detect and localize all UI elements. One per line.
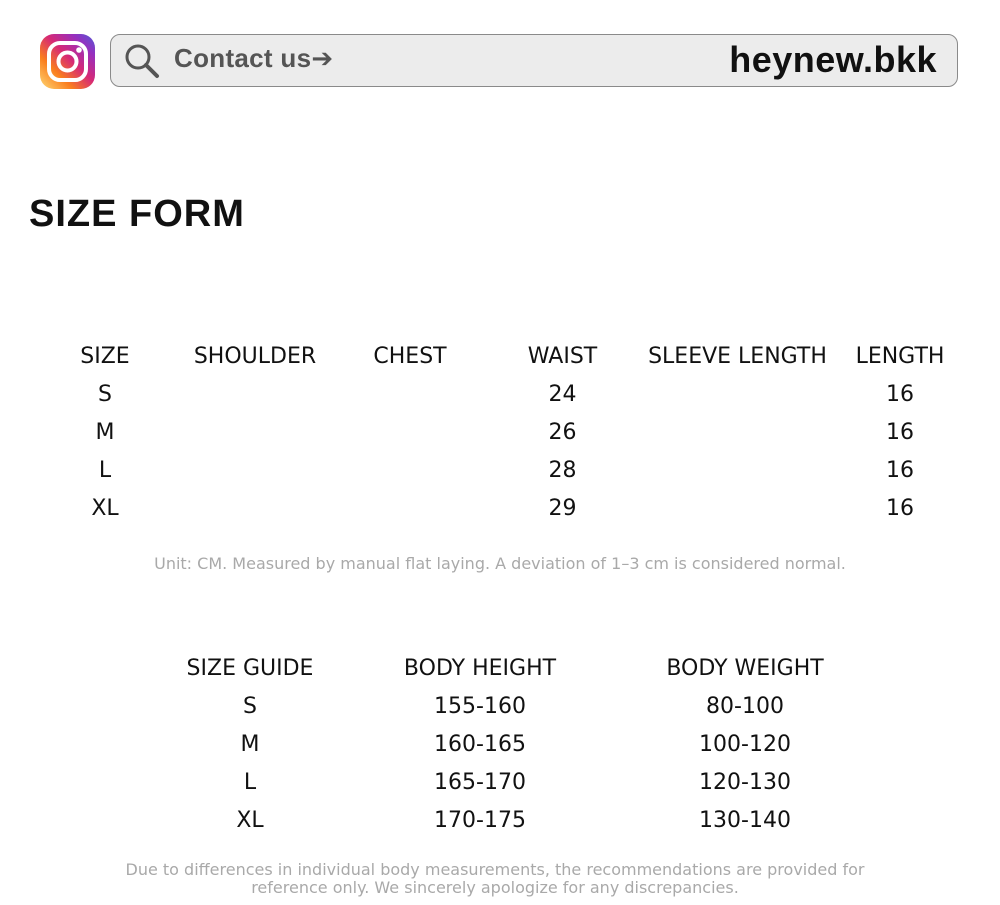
table-row <box>170 763 860 801</box>
length-cell: 16 <box>886 457 914 483</box>
length-cell: 16 <box>886 419 914 445</box>
body-weight-cell: 130-140 <box>699 807 791 833</box>
size-cell: L <box>98 457 112 483</box>
body-height-cell: 160-165 <box>434 731 526 757</box>
contact-us-label[interactable]: Contact us➔ <box>174 43 334 73</box>
search-icon <box>123 42 161 80</box>
column-header: SLEEVE LENGTH <box>648 343 827 369</box>
table-row <box>40 489 970 527</box>
chest-cell <box>340 375 480 413</box>
size-guide-table <box>170 649 860 839</box>
sleeve-length-cell <box>645 413 830 451</box>
instagram-handle[interactable]: heynew.bkk <box>729 39 937 80</box>
column-header: SHOULDER <box>193 343 317 369</box>
column-header: CHEST <box>373 343 447 369</box>
waist-cell: 26 <box>548 419 577 445</box>
size-cell: XL <box>91 495 119 521</box>
table-row <box>40 375 970 413</box>
sleeve-length-cell <box>645 375 830 413</box>
body-weight-cell: 100-120 <box>699 731 791 757</box>
size-table-header <box>40 337 970 375</box>
shoulder-cell <box>170 451 340 489</box>
column-header: SIZE GUIDE <box>186 655 314 681</box>
length-cell: 16 <box>886 495 914 521</box>
shoulder-cell <box>170 375 340 413</box>
table-row <box>40 413 970 451</box>
size-cell: S <box>98 381 112 407</box>
contact-search-bar[interactable] <box>110 34 958 87</box>
size-cell: S <box>243 693 257 719</box>
disclaimer-line: reference only. We sincerely apologize for any discrepancies. <box>251 878 739 897</box>
column-header: LENGTH <box>855 343 945 369</box>
size-table <box>40 337 970 527</box>
page-title: SIZE FORM <box>29 193 245 235</box>
waist-cell: 24 <box>548 381 577 407</box>
column-header: BODY HEIGHT <box>403 655 557 681</box>
size-cell: M <box>95 419 115 445</box>
instagram-icon-graphic <box>40 34 95 89</box>
chest-cell <box>340 451 480 489</box>
table-row <box>40 451 970 489</box>
length-cell: 16 <box>886 381 914 407</box>
waist-cell: 28 <box>548 457 577 483</box>
sleeve-length-cell <box>645 489 830 527</box>
body-height-cell: 165-170 <box>434 769 526 795</box>
size-guide-header <box>170 649 860 687</box>
unit-note: Unit: CM. Measured by manual flat laying. A deviation of 1–3 cm is considered normal. <box>154 554 846 573</box>
chest-cell <box>340 489 480 527</box>
column-header: BODY WEIGHT <box>666 655 824 681</box>
chest-cell <box>340 413 480 451</box>
body-height-cell: 155-160 <box>434 693 526 719</box>
shoulder-cell <box>170 413 340 451</box>
body-height-cell: 170-175 <box>434 807 526 833</box>
waist-cell: 29 <box>548 495 577 521</box>
table-row <box>170 801 860 839</box>
body-weight-cell: 120-130 <box>699 769 791 795</box>
sleeve-length-cell <box>645 451 830 489</box>
size-cell: M <box>240 731 260 757</box>
disclaimer-line: Due to differences in individual body measurements, the recommendations are provided for <box>125 860 865 879</box>
disclaimer <box>100 861 890 897</box>
size-cell: L <box>243 769 257 795</box>
table-row <box>170 725 860 763</box>
column-header: SIZE <box>80 343 130 369</box>
size-cell: XL <box>236 807 264 833</box>
column-header: WAIST <box>527 343 598 369</box>
shoulder-cell <box>170 489 340 527</box>
body-weight-cell: 80-100 <box>706 693 784 719</box>
table-row <box>170 687 860 725</box>
instagram-icon[interactable] <box>40 34 95 89</box>
